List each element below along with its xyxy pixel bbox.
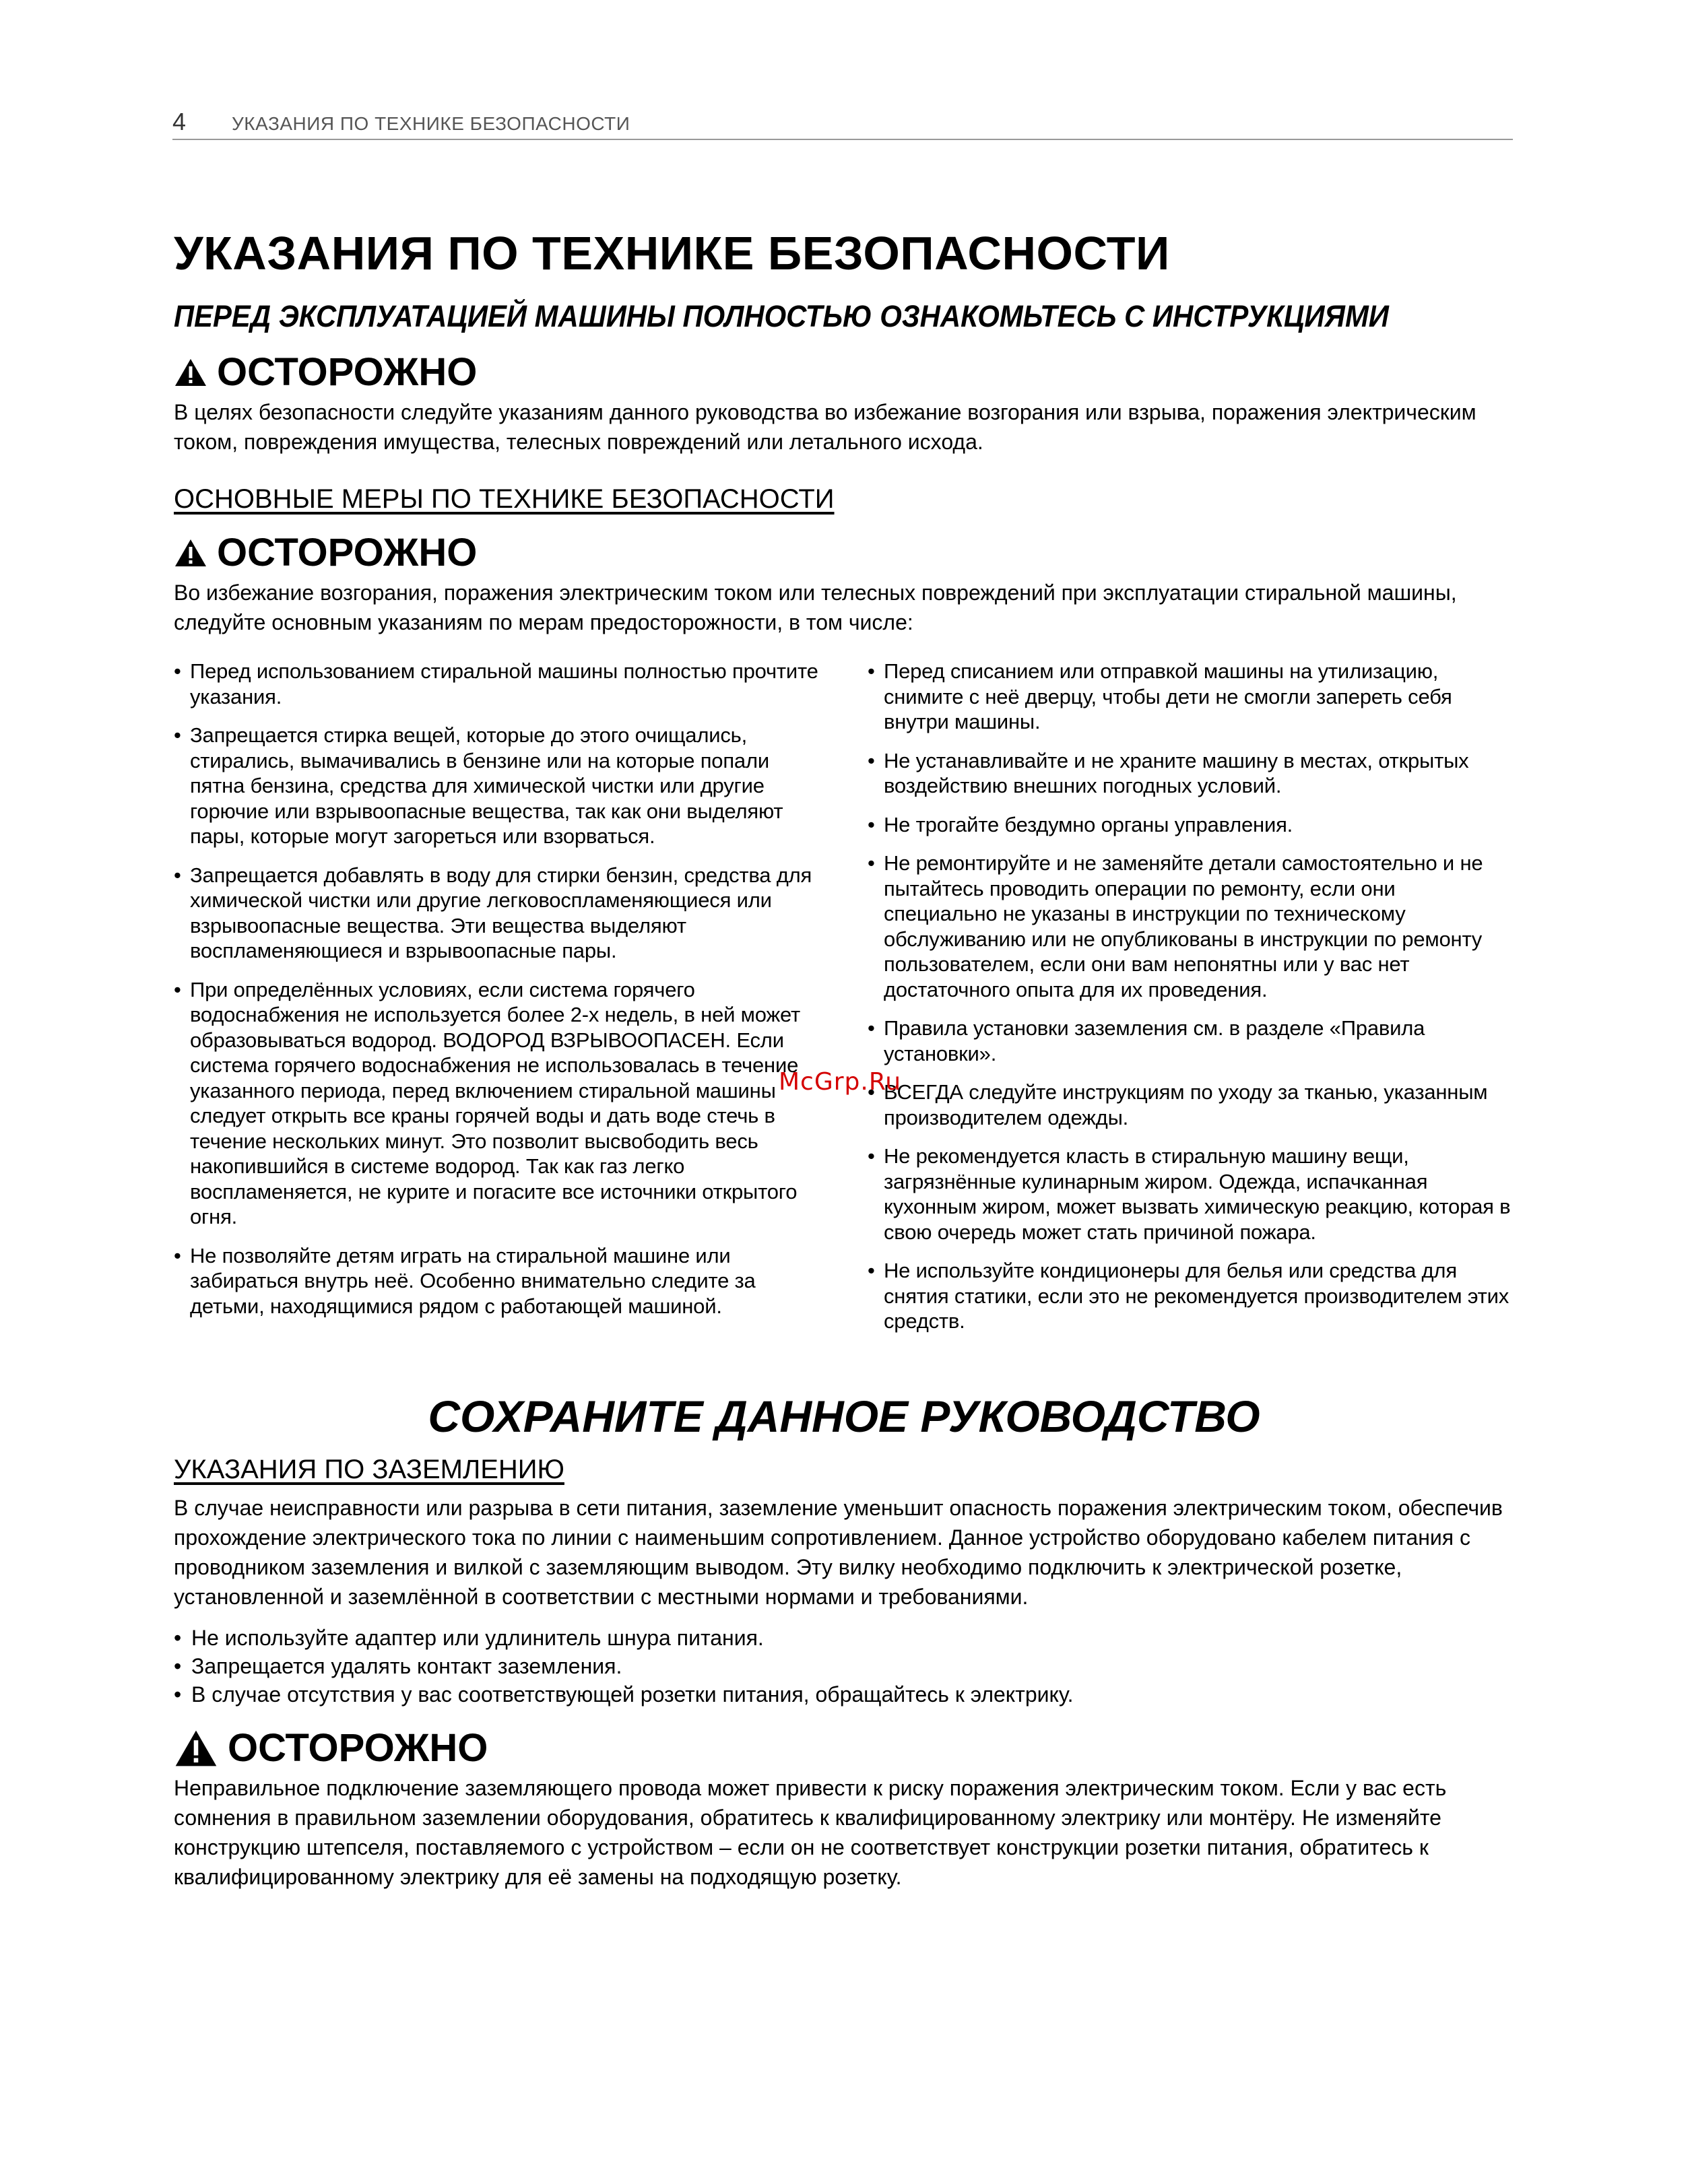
warning-triangle-icon <box>174 538 207 568</box>
list-item: • Не используйте адаптер или удлинитель шнура питания. <box>174 1624 1514 1652</box>
page-subtitle: ПЕРЕД ЭКСПЛУАТАЦИЕЙ МАШИНЫ ПОЛНОСТЬЮ ОЗНАКОМЬТЕСЬ С ИНСТРУКЦИЯМИ <box>174 299 1389 333</box>
warning-heading-1 <box>174 350 1514 395</box>
list-item: • Не устанавливайте и не храните машину в местах, открытых воздействию внешних погодных условий. <box>868 748 1514 799</box>
warning-1-text: В целях безопасности следуйте указаниям данного руководства во избежание возгорания или взрыва, поражения электрическим током, повреждения имущества, телесных повреждений или летального исхода. <box>174 400 1476 454</box>
running-title: УКАЗАНИЯ ПО ТЕХНИКЕ БЕЗОПАСНОСТИ <box>232 113 630 134</box>
warning-triangle-icon <box>174 1729 218 1768</box>
warning-3-text: Неправильное подключение заземляющего провода может привести к риску поражения электрическим током. Если у вас есть сомнения в правильном заземлении оборудования, обратитесь к квалифицированному электрику или монтёру. Не изменяйте конструкцию штепселя, поставляемого с устройством – если он не соответствует конструкции розетки питания, обратитесь к квалифицированному электрику для её замены на подходящую розетку. <box>174 1775 1447 1889</box>
list-item: • Запрещается стирка вещей, которые до этого очищались, стирались, вымачивались в бензине или на которые попали пятна бензина, средства для химической чистки или другие горючие или взрывоопасные вещества, так как они выделяют пары, которые могут загореться или взорваться. <box>174 723 820 849</box>
list-item: • Перед списанием или отправкой машины на утилизацию, снимите с неё дверцу, чтобы дети не смогли запереть себя внутри машины. <box>868 659 1514 735</box>
list-item: • Не ремонтируйте и не заменяйте детали самостоятельно и не пытайтесь проводить операции по ремонту, если они специально не указаны в инструкции по техническому обслуживанию или не опубликованы в инструкции по ремонту пользователем, если они вам непонятны или у вас нет достаточного опыта для их проведения. <box>868 851 1514 1002</box>
list-item: • Не используйте кондиционеры для белья или средства для снятия статики, если это не рекомендуется производителем этих средств. <box>868 1258 1514 1334</box>
list-item: • Запрещается добавлять в воду для стирки бензин, средства для химической чистки или другие легковоспламеняющиеся или взрывоопасные вещества. Эти вещества выделяют воспламеняющиеся и взрывоопасные пары. <box>174 863 820 964</box>
list-item: • Правила установки заземления см. в разделе «Правила установки». <box>868 1016 1514 1066</box>
safety-columns <box>174 659 1514 1348</box>
list-item: • Запрещается удалять контакт заземления. <box>174 1652 1514 1680</box>
basic-safety-heading: ОСНОВНЫЕ МЕРЫ ПО ТЕХНИКЕ БЕЗОПАСНОСТИ <box>174 484 835 514</box>
list-item: • Перед использованием стиральной машины полностью прочтите указания. <box>174 659 820 709</box>
list-item: • ВСЕГДА следуйте инструкциям по уходу за тканью, указанным производителем одежды. <box>868 1080 1514 1130</box>
list-item: • Не рекомендуется класть в стиральную машину вещи, загрязнённые кулинарным жиром. Одежда, испачканная кухонным жиром, может вызвать химическую реакцию, которая в свою очередь может стать причиной пожара. <box>868 1144 1514 1245</box>
page-title: УКАЗАНИЯ ПО ТЕХНИКЕ БЕЗОПАСНОСТИ <box>174 227 1170 279</box>
grounding-heading: УКАЗАНИЯ ПО ЗАЗЕМЛЕНИЮ <box>174 1454 564 1484</box>
left-column <box>174 659 820 1348</box>
save-manual-title: СОХРАНИТЕ ДАННОЕ РУКОВОДСТВО <box>428 1391 1260 1441</box>
right-bullet-list <box>868 659 1514 1334</box>
list-item: • Не трогайте бездумно органы управления. <box>868 812 1514 838</box>
page-content <box>174 225 1514 1892</box>
warning-heading-1-text: ОСТОРОЖНО <box>217 350 478 394</box>
grounding-list <box>174 1624 1514 1709</box>
right-column <box>868 659 1514 1348</box>
warning-heading-3 <box>174 1726 1514 1771</box>
basic-safety-intro: Во избежание возгорания, поражения электрическим током или телесных повреждений при эксплуатации стиральной машины, следуйте основным указаниям по мерам предосторожности, в том числе: <box>174 581 1457 634</box>
list-item: • В случае отсутствия у вас соответствующей розетки питания, обращайтесь к электрику. <box>174 1680 1514 1709</box>
watermark: McGrp.Ru <box>779 1068 902 1096</box>
list-item: • Не позволяйте детям играть на стиральной машине или забираться внутрь неё. Особенно внимательно следите за детьми, находящимися рядом с работающей машиной. <box>174 1243 820 1319</box>
page-number: 4 <box>172 108 187 135</box>
page-header <box>172 106 1513 140</box>
warning-heading-2-text: ОСТОРОЖНО <box>217 531 478 574</box>
warning-heading-3-text: ОСТОРОЖНО <box>228 1725 488 1770</box>
warning-heading-2 <box>174 531 1514 575</box>
grounding-text: В случае неисправности или разрыва в сети питания, заземление уменьшит опасность поражения электрическим током, обеспечив прохождение электрического тока по линии с наименьшим сопротивлением. Данное устройство оборудовано кабелем питания с проводником заземления и вилкой с заземляющим выводом. Эту вилку необходимо подключить к электрической розетке, установленной и заземлённой в соответствии с местными нормами и требованиями. <box>174 1495 1503 1609</box>
list-item: • При определённых условиях, если система горячего водоснабжения не используется более 2-х недель, в ней может образовываться водород. ВОДОРОД ВЗРЫВООПАСЕН. Если система горячего водоснабжения не использовалась в течение указанного периода, перед включением стиральной машины следует открыть все краны горячей воды и дать воде стечь в течение нескольких минут. Это позволит высвободить весь накопившийся в системе водород. Так как газ легко воспламеняется, не курите и погасите все источники открытого огня. <box>174 977 820 1230</box>
warning-triangle-icon <box>174 358 207 387</box>
left-bullet-list <box>174 659 820 1319</box>
